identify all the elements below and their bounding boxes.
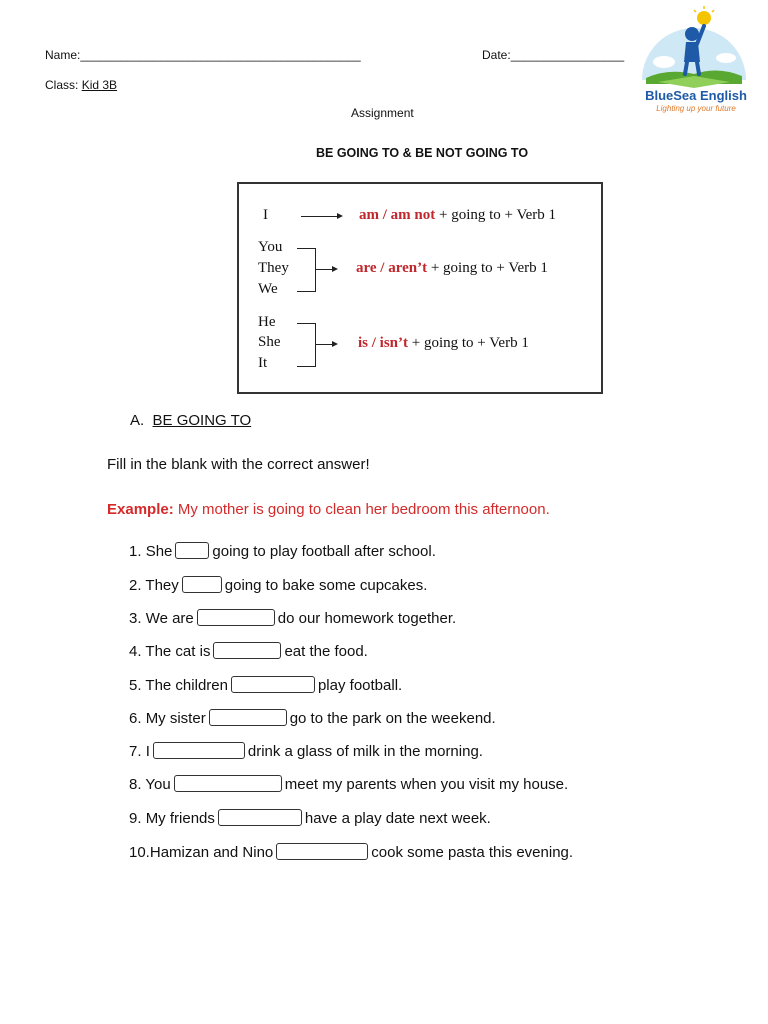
section-letter: A. bbox=[130, 412, 145, 429]
date-label: Date: bbox=[482, 48, 511, 62]
exercise-item-6 bbox=[129, 709, 496, 727]
class-label: Class: bbox=[45, 78, 79, 92]
subject-it: It bbox=[258, 355, 268, 371]
bracket-icon bbox=[297, 323, 316, 367]
item-after: cook some pasta this evening. bbox=[371, 844, 574, 861]
example-sentence bbox=[107, 501, 550, 518]
item-number: 3. bbox=[129, 610, 142, 627]
item-after: meet my parents when you visit my house. bbox=[284, 776, 569, 793]
answer-blank[interactable] bbox=[197, 609, 275, 626]
answer-blank[interactable] bbox=[218, 809, 302, 826]
instruction: Fill in the blank with the correct answer! bbox=[107, 456, 370, 473]
answer-blank[interactable] bbox=[182, 576, 222, 593]
arrow-icon bbox=[301, 216, 341, 217]
date-field bbox=[482, 48, 624, 62]
item-after: play football. bbox=[317, 677, 403, 694]
item-before: She bbox=[145, 543, 173, 560]
item-after: going to play football after school. bbox=[212, 543, 436, 560]
section-title: BE GOING TO bbox=[152, 412, 252, 429]
verb-is: is / isn’t bbox=[358, 335, 409, 351]
item-number: 8. bbox=[129, 776, 142, 793]
subject-they: They bbox=[258, 260, 289, 276]
logo-brand: BlueSea English bbox=[645, 88, 747, 103]
item-number: 2. bbox=[129, 577, 142, 594]
section-a-heading bbox=[130, 412, 251, 429]
name-field bbox=[45, 48, 361, 62]
example-text: My mother is going to clean her bedroom this afternoon. bbox=[177, 501, 550, 518]
item-after: go to the park on the weekend. bbox=[289, 710, 496, 727]
subject-she: She bbox=[258, 334, 281, 350]
item-before: You bbox=[145, 776, 171, 793]
item-before: They bbox=[145, 577, 179, 594]
name-line: __________________________________________ bbox=[80, 48, 361, 62]
item-before: The cat is bbox=[145, 643, 211, 660]
exercise-item-9 bbox=[129, 809, 491, 827]
answer-blank[interactable] bbox=[153, 742, 245, 759]
item-number: 1. bbox=[129, 543, 142, 560]
answer-blank[interactable] bbox=[174, 775, 282, 792]
item-number: 5. bbox=[129, 677, 142, 694]
subject-he: He bbox=[258, 314, 276, 330]
item-before: Hamizan and Nino bbox=[149, 844, 274, 861]
assignment-heading: Assignment bbox=[351, 106, 414, 120]
item-before: I bbox=[145, 743, 150, 760]
answer-blank[interactable] bbox=[209, 709, 287, 726]
rule-row-2 bbox=[356, 260, 548, 277]
exercise-item-10 bbox=[129, 843, 573, 861]
arrow-icon bbox=[316, 269, 336, 270]
item-before: The children bbox=[145, 677, 228, 694]
subject-i: I bbox=[263, 207, 268, 223]
verb-are: are / aren’t bbox=[356, 260, 428, 276]
item-number: 4. bbox=[129, 643, 142, 660]
exercise-item-8 bbox=[129, 775, 568, 793]
rule-row-3 bbox=[358, 335, 529, 352]
exercise-item-5 bbox=[129, 676, 402, 694]
arrow-icon bbox=[316, 344, 336, 345]
class-value: Kid 3B bbox=[81, 78, 118, 92]
verb-am: am / am not bbox=[359, 207, 436, 223]
date-line: _________________ bbox=[510, 48, 625, 62]
subject-you: You bbox=[258, 239, 283, 255]
item-before: We are bbox=[145, 610, 194, 627]
item-before: My sister bbox=[145, 710, 206, 727]
class-field bbox=[45, 78, 117, 92]
exercise-item-1 bbox=[129, 542, 436, 560]
subject-we: We bbox=[258, 281, 278, 297]
rule-rest-3: + going to + Verb 1 bbox=[411, 335, 529, 351]
example-label: Example: bbox=[107, 501, 174, 518]
rule-rest-2: + going to + Verb 1 bbox=[430, 260, 548, 276]
bracket-icon bbox=[297, 248, 316, 292]
bluesea-english-logo bbox=[638, 4, 750, 116]
item-number: 9. bbox=[129, 810, 142, 827]
item-after: have a play date next week. bbox=[304, 810, 491, 827]
worksheet-title: BE GOING TO & BE NOT GOING TO bbox=[316, 146, 529, 160]
item-after: going to bake some cupcakes. bbox=[224, 577, 428, 594]
grammar-rule-table bbox=[237, 182, 603, 394]
answer-blank[interactable] bbox=[231, 676, 315, 693]
item-before: My friends bbox=[145, 810, 215, 827]
exercise-item-7 bbox=[129, 742, 483, 760]
item-number: 6. bbox=[129, 710, 142, 727]
rule-rest-1: + going to + Verb 1 bbox=[439, 207, 557, 223]
answer-blank[interactable] bbox=[175, 542, 209, 559]
exercise-item-4 bbox=[129, 642, 368, 660]
answer-blank[interactable] bbox=[213, 642, 281, 659]
item-after: eat the food. bbox=[284, 643, 368, 660]
exercise-item-3 bbox=[129, 609, 456, 627]
item-number: 10. bbox=[129, 844, 150, 861]
item-after: drink a glass of milk in the morning. bbox=[247, 743, 483, 760]
name-label: Name: bbox=[45, 48, 81, 62]
item-number: 7. bbox=[129, 743, 142, 760]
rule-row-1 bbox=[359, 207, 556, 224]
exercise-item-2 bbox=[129, 576, 427, 594]
item-after: do our homework together. bbox=[277, 610, 457, 627]
answer-blank[interactable] bbox=[276, 843, 368, 860]
logo-tagline: Lighting up your future bbox=[656, 104, 736, 113]
